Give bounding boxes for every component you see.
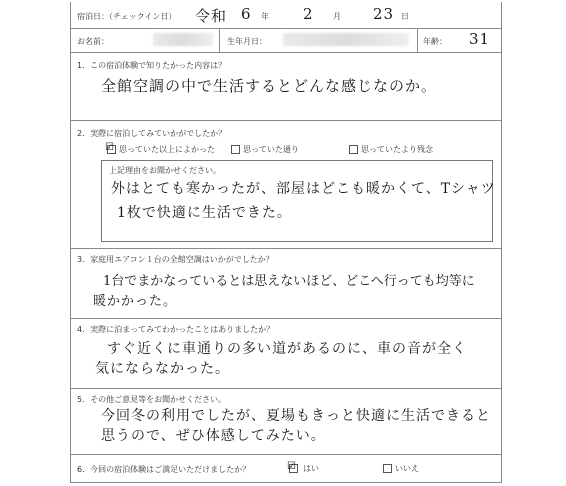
day-value: 23 (373, 5, 395, 23)
divider (71, 248, 501, 249)
option-label-better: 思っていた以上によかった (119, 145, 215, 154)
age-value: 31 (469, 30, 491, 48)
q3-answer-line2: 暖かかった。 (93, 294, 178, 309)
q4-question: 4．実際に泊まってみてわかったことはありましたか？ (77, 325, 275, 334)
stay-date-label: 宿泊日：（チェックイン日） (77, 12, 177, 21)
month-value: 2 (303, 5, 314, 23)
q3-answer-line1: 1台でまかなっているとは思えないほど、どこへ行っても均等に (103, 274, 475, 289)
q1-answer: 全館空調の中で生活するとどんな感じなのか。 (101, 77, 438, 95)
q2-answer-line2: 1枚で快適に生活できた。 (117, 205, 292, 221)
option-label-disappointing: 思っていたより残念 (361, 145, 433, 154)
option-label-as-expected: 思っていた通り (243, 145, 299, 154)
redacted-name (153, 33, 213, 46)
divider (71, 120, 501, 121)
divider (71, 318, 501, 319)
q5-answer-line1: 今回冬の利用でしたが、夏場もきっと快適に生活できると (101, 408, 491, 424)
month-unit: 月 (333, 12, 341, 21)
q6-question: 6．今回の宿泊体験はご満足いただけましたか？ (77, 465, 251, 474)
q4-answer-line1: すぐ近くに車通りの多い道があるのに、車の音が全く (107, 341, 467, 357)
age-label: 年齢： (423, 37, 447, 46)
option-checkbox-no[interactable] (383, 464, 392, 473)
divider (71, 454, 501, 455)
option-checkbox-as-expected[interactable] (231, 145, 240, 154)
year-unit: 年 (261, 12, 269, 21)
q4-answer-line2: 気にならなかった。 (95, 361, 230, 377)
q1-question: 1．この宿泊体験で知りたかった内容は？ (77, 61, 227, 70)
divider (219, 28, 220, 52)
check-mark-icon: ☑ (287, 461, 296, 472)
divider (71, 388, 501, 389)
option-label-no: いいえ (395, 464, 419, 473)
redacted-birthdate (283, 33, 409, 46)
era-value: 令和 (195, 7, 228, 25)
divider (71, 52, 501, 53)
day-unit: 日 (401, 12, 409, 21)
q3-question: 3．家庭用エアコン１台の全館空調はいかがでしたか？ (77, 255, 274, 264)
q5-question: 5．その他ご意見等をお聞かせください。 (77, 395, 227, 404)
reason-label: 上記理由をお聞かせください。 (109, 166, 221, 175)
option-label-yes: はい (303, 464, 319, 473)
name-label: お名前： (77, 37, 109, 46)
q5-answer-line2: 思うので、ぜひ体感してみたい。 (101, 428, 326, 444)
survey-form (70, 2, 502, 483)
check-mark-icon: ☑ (105, 142, 114, 153)
divider (417, 28, 418, 52)
q2-answer-line1: 外はとても寒かったが、部屋はどこも暖かくて、Tシャツ (111, 181, 496, 197)
divider (71, 28, 501, 29)
birth-label: 生年月日： (227, 37, 267, 46)
q2-question: 2．実際に宿泊してみていかがでしたか？ (77, 129, 227, 138)
option-checkbox-disappointing[interactable] (349, 145, 358, 154)
year-value: 6 (241, 5, 252, 23)
